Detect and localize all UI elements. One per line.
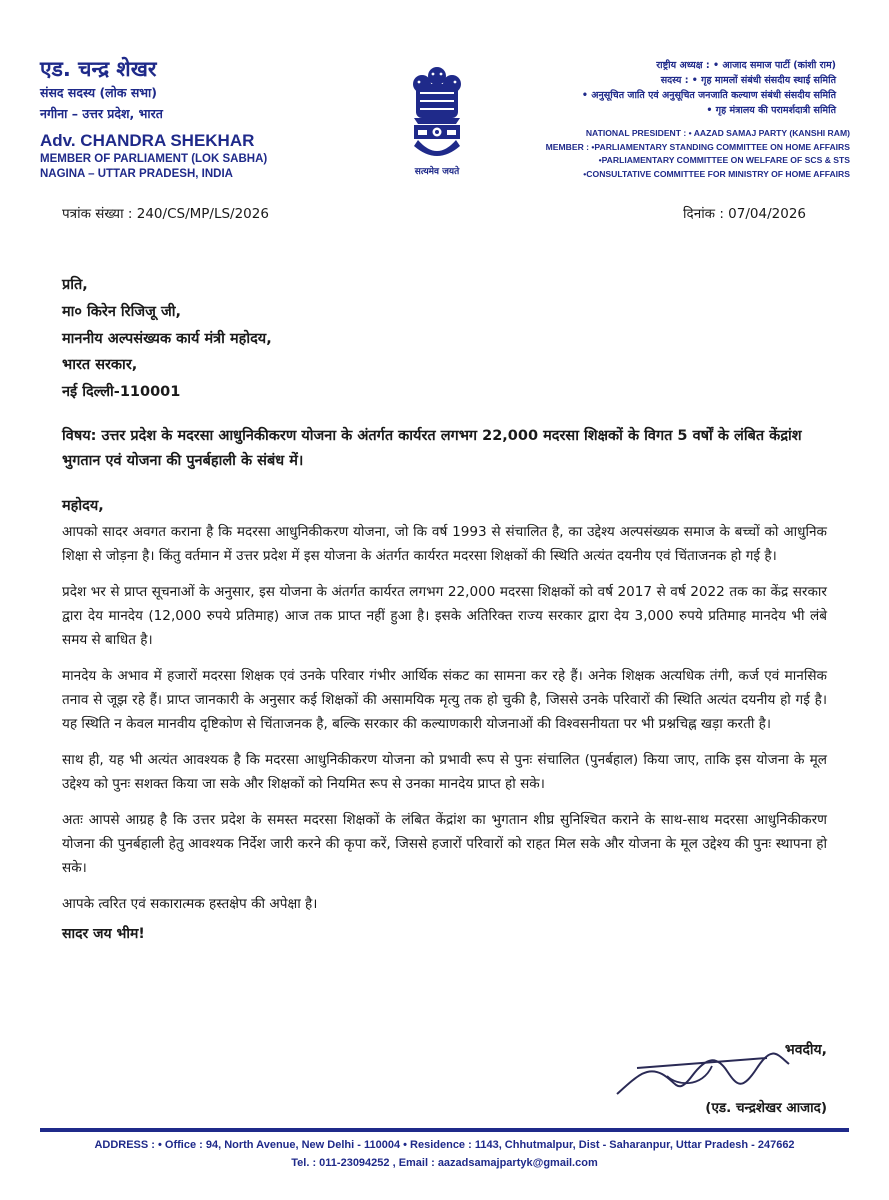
footer: [40, 1137, 849, 1173]
addressee-line: माननीय अल्पसंख्यक कार्य मंत्री महोदय,: [62, 330, 272, 347]
letter-body: [62, 520, 827, 946]
addressee-block: [62, 272, 272, 406]
body-paragraph: मानदेय के अभाव में हजारों मदरसा शिक्षक एवं उनके परिवार गंभीर आर्थिक संकट का सामना कर रहे हैं। अनेक शिक्षक अत्यधिक तंगी, कर्ज एवं मानसिक तनाव से जूझ रहे हैं। प्राप्त जानकारी के अनुसार कई शिक्षकों की असामयिक मृत्यु तक हो चुकी है, जिससे उनके परिवारों की स्थिति अत्यंत दयनीय हो गई है। यह स्थिति न केवल मानवीय दृष्टिकोण से चिंताजनक है, बल्कि सरकार की कल्याणकारी योजनाओं की विश्वसनीयता पर भी प्रश्नचिह्न खड़ा करती है।: [62, 668, 827, 732]
footer-rule: [40, 1128, 849, 1132]
hindi-role-1: राष्ट्रीय अध्यक्ष : • आजाद समाज पार्टी (कांशी राम): [656, 60, 836, 71]
body-paragraph: अतः आपसे आग्रह है कि उत्तर प्रदेश के समस्त मदरसा शिक्षकों के लंबित केंद्रांश का भुगतान शीघ्र सुनिश्चित कराने के साथ-साथ मदरसा आधुनिकीकरण योजना की पुनर्बहाली हेतु आवश्यक निर्देश जारी करने की कृपा करें, जिससे हजारों परिवारों को राहत मिल सके और योजना के मूल उद्देश्य की पुनः स्थापना हो सके।: [62, 812, 827, 876]
salutation: महोदय,: [62, 498, 104, 514]
signature-block: [587, 1040, 827, 1120]
hindi-role-3: • अनुसूचित जाति एवं अनुसूचित जनजाति कल्याण संबंधी संसदीय समिति: [581, 90, 836, 101]
english-role-3: •PARLIAMENTARY COMMITTEE ON WELFARE OF SCS & STS: [598, 155, 850, 165]
addressee-line: प्रति,: [62, 277, 88, 293]
hindi-designation: संसद सदस्य (लोक सभा): [40, 85, 158, 100]
hindi-place: नगीना – उत्तर प्रदेश, भारत: [40, 106, 163, 121]
english-place: NAGINA – UTTAR PRADESH, INDIA: [40, 168, 233, 180]
reference-number: पत्रांक संख्या : 240/CS/MP/LS/2026: [62, 206, 269, 222]
addressee-line: नई दिल्ली-110001: [62, 384, 181, 401]
national-emblem: [392, 62, 482, 182]
body-paragraph: आपको सादर अवगत कराना है कि मदरसा आधुनिकीकरण योजना, जो कि वर्ष 1993 से संचालित है, का उद्देश्य अल्पसंख्यक समाज के बच्चों को आधुनिक शिक्षा से जोड़ना है। किंतु वर्तमान में उत्तर प्रदेश में इस योजना के अंतर्गत कार्यरत मदरसा शिक्षकों की स्थिति अत्यंत दयनीय एवं चिंताजनक हो गई है।: [62, 524, 827, 564]
english-name: Adv. CHANDRA SHEKHAR: [40, 131, 255, 150]
hindi-name: एड. चन्द्र शेखर: [40, 57, 157, 81]
hindi-role-2: सदस्य : • गृह मामलों संबंधी संसदीय स्थाई समिति: [660, 75, 836, 86]
signoff: भवदीय,: [784, 1042, 827, 1058]
letter-date: दिनांक : 07/04/2026: [683, 206, 806, 222]
english-role-4: •CONSULTATIVE COMMITTEE FOR MINISTRY OF HOME AFFAIRS: [583, 168, 850, 179]
addressee-line: भारत सरकार,: [62, 357, 138, 374]
footer-address: ADDRESS : • Office : 94, North Avenue, New Delhi - 110004 • Residence : 1143, Chhutmalpur, Dist - Saharanpur, Uttar Pradesh - 247662: [94, 1139, 795, 1151]
reference-line: [62, 204, 806, 222]
signatory-name: (एड. चन्द्रशेखर आजाद): [705, 1100, 827, 1116]
letterhead-left: [40, 56, 340, 182]
addressee-line: मा० किरेन रिजिजू जी,: [62, 303, 181, 320]
body-paragraph: आपके त्वरित एवं सकारात्मक हस्तक्षेप की अपेक्षा है।: [62, 896, 318, 912]
closing-greeting: सादर जय भीम!: [62, 926, 145, 942]
subject-line: विषय: उत्तर प्रदेश के मदरसा आधुनिकीकरण योजना के अंतर्गत कार्यरत लगभग 22,000 मदरसा शिक्षकों के विगत 5 वर्षों के लंबित केंद्रांश भुगतान एवं योजना की पुनर्बहाली के संबंध में।: [62, 428, 802, 469]
ashoka-emblem-icon: [400, 62, 474, 162]
body-paragraph: साथ ही, यह भी अत्यंत आवश्यक है कि मदरसा आधुनिकीकरण योजना को प्रभावी रूप से पुनः संचालित (पुनर्बहाल) किया जाए, ताकि इस योजना के मूल उद्देश्य को पुनः सशक्त किया जा सके और शिक्षकों को नियमित रूप से उनका मानदेय प्राप्त हो सके।: [62, 752, 827, 792]
hindi-role-4: • गृह मंत्रालय की परामर्शदात्री समिति: [706, 105, 836, 116]
english-designation: MEMBER OF PARLIAMENT (LOK SABHA): [40, 153, 268, 165]
english-role-2: MEMBER : •PARLIAMENTARY STANDING COMMITTEE ON HOME AFFAIRS: [545, 141, 850, 152]
english-role-1: NATIONAL PRESIDENT : • AAZAD SAMAJ PARTY (KANSHI RAM): [585, 128, 850, 138]
body-paragraph: प्रदेश भर से प्राप्त सूचनाओं के अनुसार, इस योजना के अंतर्गत कार्यरत लगभग 22,000 मदरसा शिक्षकों को वर्ष 2017 से वर्ष 2022 तक का केंद्र सरकार द्वारा देय मानदेय (12,000 रुपये प्रतिमाह) आज तक प्राप्त नहीं हुआ है। इसके अतिरिक्त राज्य सरकार द्वारा देय 3,000 रुपये प्रतिमाह मानदेय भी लंबे समय से बाधित है।: [62, 584, 827, 648]
handwritten-signature: [607, 1046, 797, 1106]
footer-contact: Tel. : 011-23094252 , Email : aazadsamajpartyk@gmail.com: [291, 1157, 598, 1169]
letterhead-right: [500, 58, 850, 181]
emblem-motto: सत्यमेव जयते: [414, 167, 460, 177]
